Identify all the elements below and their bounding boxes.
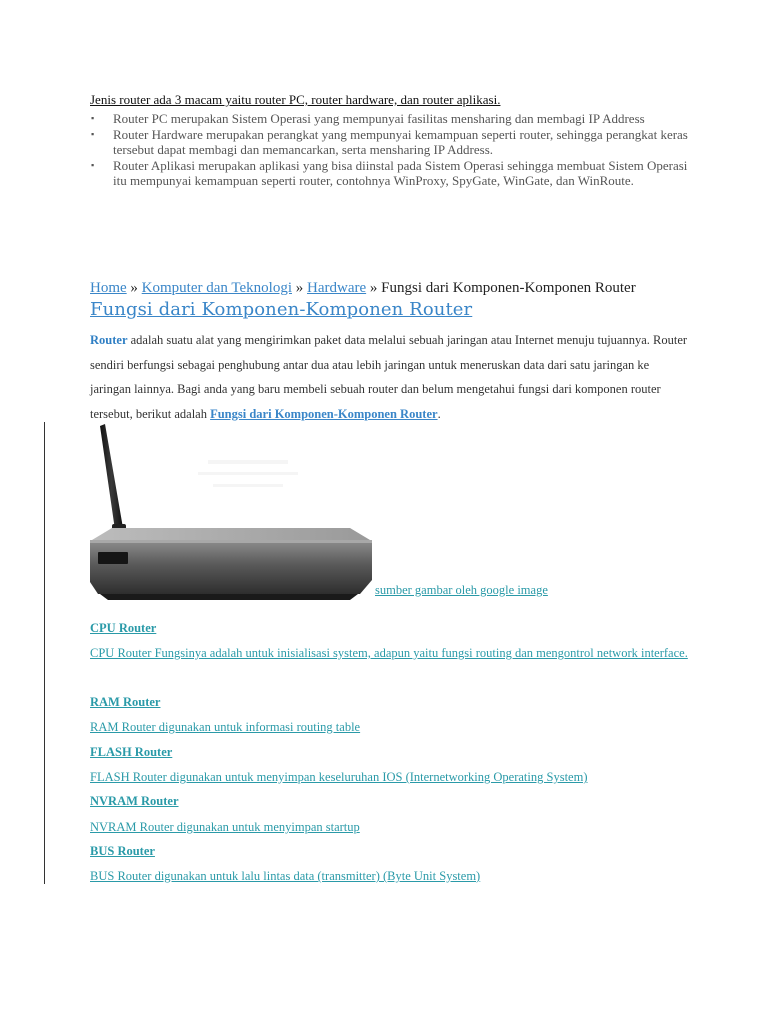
image-source-caption[interactable]: sumber gambar oleh google image	[375, 583, 548, 597]
page-title[interactable]: Fungsi dari Komponen-Komponen Router	[90, 299, 473, 320]
breadcrumb-category-link[interactable]: Komputer dan Teknologi	[141, 280, 292, 296]
component-title-bus[interactable]: BUS Router	[90, 844, 155, 858]
article-intro-paragraph	[90, 328, 690, 426]
breadcrumb-separator: »	[295, 280, 304, 296]
list-item	[90, 158, 690, 189]
breadcrumb	[90, 280, 636, 297]
component-desc-flash[interactable]: FLASH Router digunakan untuk menyimpan keseluruhan IOS (Internetworking Operating System)	[90, 770, 588, 784]
intro-heading: Jenis router ada 3 macam yaitu router PC, router hardware, dan router aplikasi.	[90, 92, 501, 107]
left-border-line	[44, 422, 45, 884]
component-desc-nvram[interactable]: NVRAM Router digunakan untuk menyimpan startup	[90, 820, 360, 834]
breadcrumb-subcategory-link[interactable]: Hardware	[307, 280, 367, 296]
component-desc-ram[interactable]: RAM Router digunakan untuk informasi routing table	[90, 720, 361, 734]
square-bullet-icon: ▪	[91, 113, 95, 123]
list-item	[90, 111, 690, 127]
component-title-flash[interactable]: FLASH Router	[90, 745, 173, 759]
router-image	[88, 420, 374, 602]
list-item	[90, 127, 690, 158]
component-desc-cpu[interactable]: CPU Router Fungsinya adalah untuk inisialisasi system, adapun yaitu fungsi routing dan mengontrol network interface.	[90, 646, 688, 660]
breadcrumb-current: Fungsi dari Komponen-Komponen Router	[381, 280, 636, 296]
component-title-ram[interactable]: RAM Router	[90, 695, 161, 709]
square-bullet-icon: ▪	[91, 128, 95, 139]
paragraph-text: adalah suatu alat yang mengirimkan paket data melalui sebuah jaringan atau Internet menuju tujuannya. Router sendiri berfungsi sebagai penghubung antar dua atau lebih jaringan untuk meneruskan data dari satu jaringan ke jaringan lainnya. Bagi anda yang baru membeli sebuah router dan belum mengetahui fungsi dari komponen router tersebut, berikut adalah	[90, 333, 688, 421]
component-title-cpu[interactable]: CPU Router	[90, 621, 157, 635]
article-inline-link[interactable]: Fungsi dari Komponen-Komponen Router	[210, 406, 438, 421]
list-item-text: Router PC merupakan Sistem Operasi yang mempunyai fasilitas mensharing dan membagi IP Address	[113, 111, 645, 126]
paragraph-end: .	[437, 406, 441, 421]
square-bullet-icon: ▪	[91, 159, 95, 170]
breadcrumb-separator: »	[369, 280, 378, 296]
breadcrumb-separator: »	[130, 280, 138, 296]
breadcrumb-home-link[interactable]: Home	[90, 280, 127, 296]
component-desc-bus[interactable]: BUS Router digunakan untuk lalu lintas data (transmitter) (Byte Unit System)	[90, 869, 481, 883]
list-item-text: Router Hardware merupakan perangkat yang mempunyai kemampuan seperti router, sehingga perangkat keras tersebut dapat membagi dan memancarkan, serta mensharing IP Address.	[113, 126, 688, 157]
router-types-list	[90, 111, 690, 189]
list-item-text: Router Aplikasi merupakan aplikasi yang bisa diinstal pada Sistem Operasi sehingga membuat Sistem Operasi itu mempunyai kemampuan seperti router, contohnya WinProxy, SpyGate, WinGate, dan WinRoute.	[113, 157, 688, 188]
component-title-nvram[interactable]: NVRAM Router	[90, 794, 179, 808]
router-keyword-link[interactable]: Router	[90, 333, 128, 347]
